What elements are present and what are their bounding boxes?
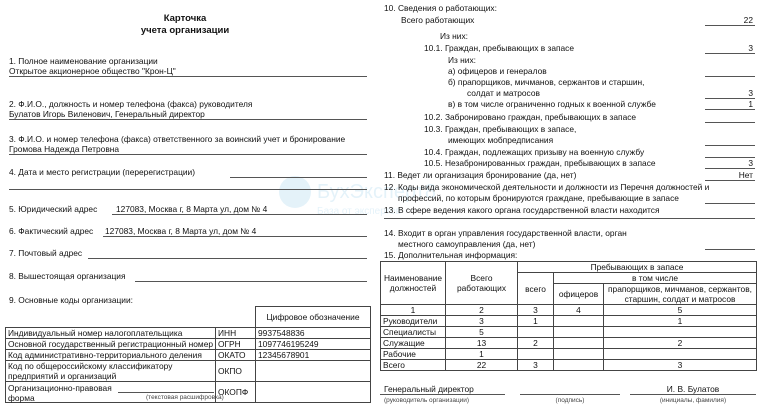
s10-3-label: 10.3. Граждан, пребывающих в запасе,	[424, 124, 577, 134]
b-label: б) прапорщиков, мичманов, сержантов и старшин,	[448, 77, 645, 87]
code-abbr: ОКОПФ	[216, 382, 256, 403]
s6-value: 127083, Москва г, 8 Марта ул, дом № 4	[105, 226, 257, 236]
col-number-row	[381, 305, 757, 316]
v-label: в) в том числе ограниченно годных к военной службе	[448, 99, 656, 109]
row-off	[554, 316, 604, 327]
s12-underline	[705, 203, 755, 204]
table-row	[6, 339, 371, 350]
s3-label: 3. Ф.И.О. и номер телефона (факса) ответственного за воинский учет и бронирование	[9, 134, 346, 144]
s2-value: Булатов Игорь Виленович, Генеральный директор	[9, 109, 205, 119]
table-row	[6, 382, 371, 403]
v-underline	[705, 109, 755, 110]
row-off	[554, 338, 604, 349]
s10-1-value: 3	[748, 43, 753, 53]
row-name: Рабочие	[381, 349, 446, 360]
signature-name-underline	[630, 394, 756, 395]
s3-underline	[9, 154, 367, 155]
row-total: 13	[446, 338, 518, 349]
row-all: 3	[518, 360, 554, 371]
s12-label: 12. Коды вида экономической деятельности и должности из Перечня должностей и	[384, 182, 710, 192]
row-sold: 1	[604, 316, 757, 327]
row-sold: 3	[604, 360, 757, 371]
col-number: 4	[554, 305, 604, 316]
col-sold-header: прапорщиков, мичманов, сержантов, старшин, солдат и матросов	[604, 284, 757, 305]
col-name-header: Наименование должностей	[381, 262, 446, 305]
of-them-label-2: Из них:	[448, 55, 477, 65]
table-row	[381, 316, 757, 327]
of-them-label: Из них:	[440, 31, 469, 41]
col-incl-header: в том числе	[554, 273, 757, 284]
table-row	[6, 361, 371, 382]
row-off	[554, 327, 604, 338]
row-all: 1	[518, 316, 554, 327]
code-abbr: ОКПО	[216, 361, 256, 382]
row-total: 22	[446, 360, 518, 371]
row-all	[518, 349, 554, 360]
s11-underline	[705, 180, 755, 181]
code-abbr: ИНН	[216, 328, 256, 339]
col-off-header: офицеров	[554, 284, 604, 305]
s12-label-2: профессий, по которым бронируются граждане, пребывающие в запасе	[398, 193, 679, 203]
s1-value: Открытое акционерное общество "Крон-Ц"	[9, 66, 176, 76]
s10-5-value: 3	[748, 158, 753, 168]
s5-underline	[112, 214, 367, 215]
s2-label: 2. Ф.И.О., должность и номер телефона (факса) руководителя	[9, 99, 253, 109]
s14-label-2: местного самоуправления (да, нет)	[398, 239, 536, 249]
s10-4-label: 10.4. Граждан, подлежащих призыву на военную службу	[424, 147, 645, 157]
table-row	[6, 350, 371, 361]
code-value: 1097746195249	[256, 339, 371, 350]
signature-position-hint: (руководитель организации)	[384, 397, 470, 404]
row-total: 1	[446, 349, 518, 360]
s14-label: 14. Входит в орган управления государственной власти, орган	[384, 228, 627, 238]
watermark-subtext: База от экспертов	[317, 206, 401, 217]
b-value: 3	[748, 88, 753, 98]
col-number: 5	[604, 305, 757, 316]
table-row	[381, 338, 757, 349]
total-value: 22	[743, 15, 753, 25]
s2-underline	[9, 119, 367, 120]
code-name: Индивидуальный номер налогоплательщика	[6, 328, 216, 339]
code-name: Основной государственный регистрационный номер	[6, 339, 216, 350]
card-subtitle: учета организации	[140, 25, 230, 36]
col-all-header: всего	[518, 273, 554, 305]
row-off	[554, 349, 604, 360]
signature-sign-underline	[520, 394, 620, 395]
row-sold: 2	[604, 338, 757, 349]
row-all: 2	[518, 338, 554, 349]
signature-name: И. В. Булатов	[666, 384, 720, 394]
s10-2-underline	[705, 122, 755, 123]
s8-underline	[135, 281, 367, 282]
s1-label: 1. Полное наименование организации	[9, 56, 158, 66]
s10-2-label: 10.2. Забронировано граждан, пребывающих в запасе	[424, 112, 637, 122]
row-total: 3	[446, 316, 518, 327]
code-name: Организационно-правовая форма	[8, 383, 112, 403]
opf-cell	[6, 382, 224, 403]
s13-label: 13. В сфере ведения какого органа государственной власти находится	[384, 205, 660, 215]
signature-position-underline	[380, 394, 505, 395]
row-total: 5	[446, 327, 518, 338]
code-value: 12345678901	[256, 350, 371, 361]
opf-underline	[118, 392, 214, 393]
codes-header-row	[6, 307, 371, 328]
code-value	[256, 361, 371, 382]
table-row	[381, 360, 757, 371]
s10-5-underline	[705, 168, 755, 169]
card-title: Карточка	[163, 13, 207, 24]
col-number: 3	[518, 305, 554, 316]
s11-label: 11. Ведет ли организация бронирование (да, нет)	[384, 170, 577, 180]
row-all	[518, 327, 554, 338]
info-table	[380, 261, 757, 371]
b-label-2: солдат и матросов	[467, 88, 540, 98]
row-name: Служащие	[381, 338, 446, 349]
s10-1-label: 10.1. Граждан, пребывающих в запасе	[424, 43, 575, 53]
code-name: Код административно-территориального деления	[6, 350, 216, 361]
row-off	[554, 360, 604, 371]
s14-underline	[705, 249, 755, 250]
table-row	[381, 349, 757, 360]
total-label: Всего работающих	[401, 15, 475, 25]
s7-label: 7. Почтовый адрес	[9, 248, 83, 258]
s10-1-underline	[705, 53, 755, 54]
s4-underline	[230, 177, 367, 178]
row-name: Руководители	[381, 316, 446, 327]
s11-value: Нет	[738, 170, 753, 180]
s10-3-label-2: имеющих мобпредписания	[448, 135, 554, 145]
col-total-header: Всего работающих	[446, 262, 518, 305]
s1-underline	[9, 76, 367, 77]
s10-5-label: 10.5. Незабронированных граждан, пребывающих в запасе	[424, 158, 656, 168]
s3-value: Громова Надежда Петровна	[9, 144, 120, 154]
signature-name-hint: (инициалы, фамилия)	[659, 397, 727, 404]
s13-underline	[384, 218, 755, 219]
total-underline	[705, 25, 755, 26]
opf-hint: (текстовая расшифровка)	[146, 394, 224, 401]
col-reserve-header: Пребывающих в запасе	[518, 262, 757, 273]
s6-label: 6. Фактический адрес	[9, 226, 94, 236]
s10-3-underline	[705, 145, 755, 146]
v-value: 1	[748, 99, 753, 109]
table-row	[381, 327, 757, 338]
code-value	[256, 382, 371, 403]
watermark-text: БухЭксперт8	[317, 181, 436, 203]
codes-header: Цифровое обозначение	[256, 307, 371, 328]
s10-label: 10. Сведения о работающих:	[384, 3, 497, 13]
codes-table	[5, 306, 371, 403]
s8-label: 8. Вышестоящая организация	[9, 271, 126, 281]
s4-label: 4. Дата и место регистрации (перерегистрации)	[9, 167, 196, 177]
row-sold	[604, 327, 757, 338]
s5-label: 5. Юридический адрес	[9, 204, 98, 214]
col-number: 1	[381, 305, 446, 316]
code-abbr: ОКАТО	[216, 350, 256, 361]
s15-label: 15. Дополнительная информация:	[384, 250, 518, 260]
a-label: а) офицеров и генералов	[448, 66, 547, 76]
a-underline	[705, 76, 755, 77]
s6-underline	[103, 236, 367, 237]
s7-underline	[88, 258, 367, 259]
code-name: Код по общероссийскому классификатору предприятий и организаций	[6, 361, 216, 382]
code-abbr: ОГРН	[216, 339, 256, 350]
signature-sign-hint: (подпись)	[555, 397, 585, 404]
table-row	[6, 328, 371, 339]
s5-value: 127083, Москва г, 8 Марта ул, дом № 4	[116, 204, 268, 214]
s9-label: 9. Основные коды организации:	[9, 295, 133, 305]
signature-position: Генеральный директор	[384, 384, 474, 394]
row-name: Всего	[381, 360, 446, 371]
s4-underline-2	[9, 189, 367, 190]
row-sold	[604, 349, 757, 360]
col-number: 2	[446, 305, 518, 316]
row-name: Специалисты	[381, 327, 446, 338]
code-value: 9937548836	[256, 328, 371, 339]
